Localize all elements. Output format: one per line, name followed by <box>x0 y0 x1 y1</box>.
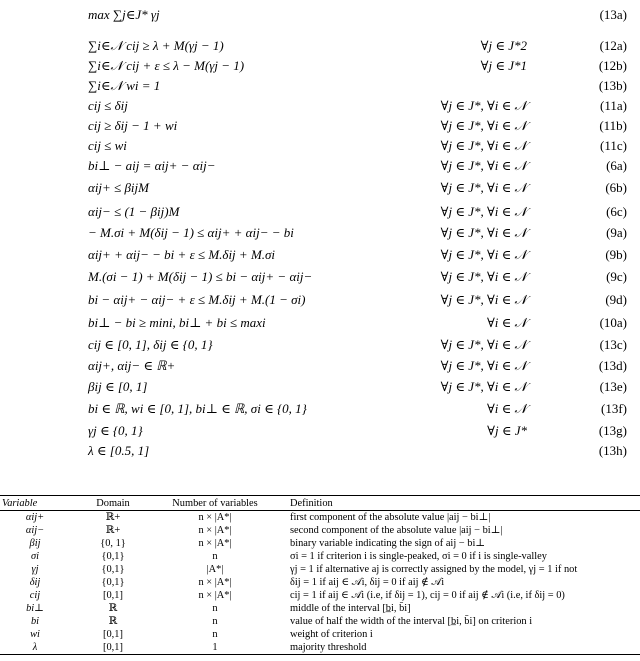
count-cell: n × |A*| <box>198 590 232 601</box>
equation-expression: βij ∈ [0, 1] <box>88 379 148 394</box>
count-cell: n <box>212 629 218 640</box>
equation-expression: cij ≥ δij − 1 + wi <box>88 118 178 133</box>
equation-expression: bi − αij+ − αij− + ε ≤ M.δij + M.(1 − σi) <box>88 292 306 307</box>
equation-condition: ∀j ∈ J*, ∀i ∈ 𝒩 <box>440 158 527 173</box>
count-cell: n × |A*| <box>198 512 232 523</box>
equation-expression: cij ≤ wi <box>88 138 127 153</box>
definition-cell: middle of the interval [b̲i, b̄i] <box>290 603 411 614</box>
equation-row <box>0 116 640 136</box>
equation-number: (13f) <box>601 401 627 416</box>
domain-cell: [0,1] <box>70 641 156 655</box>
variable-cell: bi⊥ <box>26 603 44 614</box>
equation-row <box>0 356 640 376</box>
equation-row <box>0 36 640 56</box>
variable-cell: σi <box>30 551 39 562</box>
table-row <box>0 628 640 641</box>
domain-cell: [0,1] <box>103 590 123 601</box>
equation-condition: ∀j ∈ J*, ∀i ∈ 𝒩 <box>440 225 527 240</box>
equation-row <box>0 223 640 243</box>
variables-table <box>0 495 640 655</box>
domain-cell: ℝ+ <box>105 525 121 536</box>
equation-condition: ∀j ∈ J*, ∀i ∈ 𝒩 <box>440 358 527 373</box>
equation-number: (10a) <box>599 315 627 330</box>
definition-cell: σi = 1 if criterion i is single-peaked, σi = 0 if i is single-valley <box>290 551 547 562</box>
equation-expression: bi⊥ − aij = αij+ − αij− <box>88 158 216 173</box>
table-row <box>0 550 640 563</box>
variable-cell: wi <box>30 629 40 640</box>
equation-number: (12b) <box>598 58 627 73</box>
domain-cell: ℝ+ <box>105 512 121 523</box>
header-variable: Variable <box>0 496 70 511</box>
equation-row <box>0 96 640 116</box>
equation-expression: max ∑j∈J* γj <box>88 7 160 22</box>
equation-row <box>0 335 640 355</box>
table-row <box>0 524 640 537</box>
equation-row <box>0 0 640 30</box>
equation-number: (13d) <box>598 358 627 373</box>
domain-cell: {0,1} <box>101 564 125 575</box>
equation-condition: ∀i ∈ 𝒩 <box>486 401 527 416</box>
equation-number: (13a) <box>599 7 627 22</box>
equation-row <box>0 178 640 198</box>
equation-row <box>0 267 640 287</box>
equation-condition: ∀j ∈ J*2 <box>480 38 527 53</box>
equation-number: (9a) <box>606 225 627 240</box>
count-cell: n × |A*| <box>198 577 232 588</box>
equation-expression: bi⊥ − bi ≥ mini, bi⊥ + bi ≤ maxi <box>88 315 266 330</box>
variable-cell: δij <box>29 577 41 588</box>
variable-cell: cij <box>29 590 41 601</box>
table-header-row <box>0 496 640 511</box>
equation-row <box>0 290 640 310</box>
equation-expression: γj ∈ {0, 1} <box>88 423 143 438</box>
equation-expression: ∑i∈𝒩 cij ≥ λ + M(γj − 1) <box>88 38 224 53</box>
equation-expression: ∑i∈𝒩 cij + ε ≤ λ − M(γj − 1) <box>88 58 245 73</box>
equation-expression: αij+ ≤ βijM <box>88 180 149 195</box>
equation-expression: − M.σi + M(δij − 1) ≤ αij+ + αij− − bi <box>88 225 294 240</box>
equation-row <box>0 202 640 222</box>
header-number-of-variables: Number of variables <box>156 496 274 511</box>
equation-expression: ∑i∈𝒩 wi = 1 <box>88 78 161 93</box>
domain-cell: ℝ <box>108 603 118 614</box>
definition-cell: second component of the absolute value |aij − bi⊥| <box>290 525 503 536</box>
equation-expression: αij+, αij− ∈ ℝ+ <box>88 358 176 373</box>
equation-number: (13e) <box>599 379 627 394</box>
domain-cell: {0, 1} <box>100 538 126 549</box>
equation-condition: ∀j ∈ J*1 <box>480 58 527 73</box>
equation-number: (6c) <box>606 204 627 219</box>
table-row <box>0 615 640 628</box>
equation-condition: ∀j ∈ J*, ∀i ∈ 𝒩 <box>440 98 527 113</box>
variable-cell: bi <box>30 616 40 627</box>
equation-expression: M.(σi − 1) + M(δij − 1) ≤ bi − αij+ − αij− <box>88 269 313 284</box>
equation-number: (12a) <box>599 38 627 53</box>
equation-expression: cij ≤ δij <box>88 98 128 113</box>
equation-condition: ∀j ∈ J*, ∀i ∈ 𝒩 <box>440 247 527 262</box>
equation-condition: ∀j ∈ J*, ∀i ∈ 𝒩 <box>440 292 527 307</box>
domain-cell: {0,1} <box>101 577 125 588</box>
variable-cell: αij+ <box>25 512 45 523</box>
equation-row <box>0 136 640 156</box>
equation-number: (11a) <box>600 98 627 113</box>
definition-cell: binary variable indicating the sign of aij − bi⊥ <box>290 538 486 549</box>
definition-cell: cij = 1 if aij ∈ 𝒜i (i.e, if δij = 1), cij = 0 if aij ∉ 𝒜i (i.e, if δij = 0) <box>290 590 565 601</box>
count-cell: n × |A*| <box>198 538 232 549</box>
equation-condition: ∀j ∈ J*, ∀i ∈ 𝒩 <box>440 204 527 219</box>
definition-cell: first component of the absolute value |aij − bi⊥| <box>290 512 491 523</box>
header-definition: Definition <box>274 496 640 511</box>
equation-expression: αij− ≤ (1 − βij)M <box>88 204 180 219</box>
count-cell: 1 <box>156 641 274 655</box>
equation-expression: αij+ + αij− − bi + ε ≤ M.δij + M.σi <box>88 247 276 262</box>
equation-expression: λ ∈ [0.5, 1] <box>88 443 150 458</box>
variable-cell: γj <box>31 564 39 575</box>
equation-number: (13g) <box>598 423 627 438</box>
equation-condition: ∀j ∈ J*, ∀i ∈ 𝒩 <box>440 379 527 394</box>
equation-row <box>0 421 640 441</box>
equation-number: (6b) <box>605 180 627 195</box>
table-row <box>0 537 640 550</box>
equation-row <box>0 399 640 419</box>
equation-number: (9b) <box>605 247 627 262</box>
equation-row <box>0 377 640 397</box>
table-row <box>0 589 640 602</box>
equation-row <box>0 313 640 333</box>
equation-condition: ∀j ∈ J*, ∀i ∈ 𝒩 <box>440 118 527 133</box>
count-cell: |A*| <box>206 564 224 575</box>
table-row <box>0 641 640 655</box>
count-cell: n <box>212 603 218 614</box>
equation-number: (13h) <box>598 443 627 458</box>
definition-cell: δij = 1 if aij ∈ 𝒜i, δij = 0 if aij ∉ 𝒜i <box>290 577 445 588</box>
equation-expression: bi ∈ ℝ, wi ∈ [0, 1], bi⊥ ∈ ℝ, σi ∈ {0, 1} <box>88 401 307 416</box>
domain-cell: [0,1] <box>103 629 123 640</box>
equation-condition: ∀j ∈ J*, ∀i ∈ 𝒩 <box>440 337 527 352</box>
domain-cell: ℝ <box>108 616 118 627</box>
variable-cell: λ <box>0 641 70 655</box>
equation-condition: ∀j ∈ J*, ∀i ∈ 𝒩 <box>440 180 527 195</box>
variable-cell: αij− <box>25 525 45 536</box>
equation-number: (9c) <box>606 269 627 284</box>
equation-condition: ∀j ∈ J*, ∀i ∈ 𝒩 <box>440 138 527 153</box>
equation-row <box>0 56 640 76</box>
count-cell: n × |A*| <box>198 525 232 536</box>
equation-condition: ∀i ∈ 𝒩 <box>486 315 527 330</box>
definition-cell: majority threshold <box>274 641 640 655</box>
header-domain: Domain <box>70 496 156 511</box>
equation-number: (9d) <box>605 292 627 307</box>
definition-cell: weight of criterion i <box>290 629 373 640</box>
equation-number: (6a) <box>606 158 627 173</box>
table-row <box>0 563 640 576</box>
table-row <box>0 602 640 615</box>
equation-number: (11c) <box>600 138 627 153</box>
domain-cell: {0,1} <box>101 551 125 562</box>
definition-cell: value of half the width of the interval [b̲i, b̄i] on criterion i <box>290 616 533 627</box>
count-cell: n <box>212 551 218 562</box>
equation-row <box>0 245 640 265</box>
table-row <box>0 576 640 589</box>
table-row <box>0 511 640 525</box>
variable-cell: βij <box>29 538 41 549</box>
equation-row <box>0 441 640 461</box>
equation-condition: ∀j ∈ J* <box>487 423 527 438</box>
definition-cell: γj = 1 if alternative aj is correctly assigned by the model, γj = 1 if not <box>290 564 578 575</box>
equation-number: (11b) <box>599 118 627 133</box>
equation-condition: ∀j ∈ J*, ∀i ∈ 𝒩 <box>440 269 527 284</box>
equation-row <box>0 156 640 176</box>
count-cell: n <box>212 616 218 627</box>
equation-number: (13b) <box>598 78 627 93</box>
equation-number: (13c) <box>599 337 627 352</box>
equation-expression: cij ∈ [0, 1], δij ∈ {0, 1} <box>88 337 213 352</box>
equation-row <box>0 76 640 96</box>
